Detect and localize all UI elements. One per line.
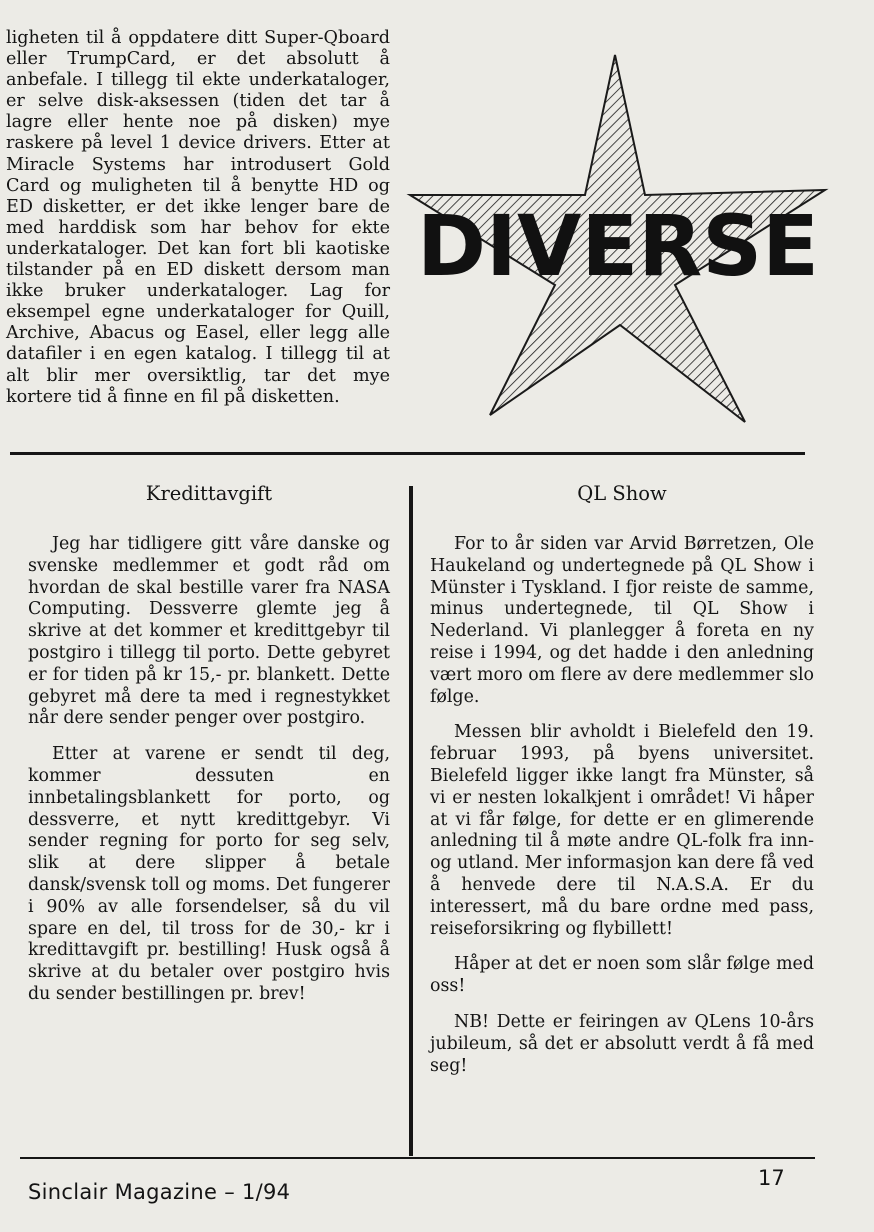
horizontal-rule-top [10, 452, 805, 455]
footer-magazine-title: Sinclair Magazine – 1/94 [28, 1180, 291, 1204]
horizontal-rule-bottom [20, 1157, 815, 1159]
article-kredittavgift [28, 482, 390, 1020]
article-paragraph: Håper at det er noen som slår følge med oss! [430, 954, 814, 997]
article-paragraph: Messen blir avholdt i Bielefeld den 19. februar 1993, på byens universitet. Bielefeld ligger ikke langt fra Münster, så vi er nesten lokalkjent i området! Vi håper at vi får følge, for dette er en glimerende anledning til å møte andre QL-folk fra inn- og utland. Mer informasjon kan dere få ved å henvede dere til N.A.S.A. Er du interessert, må du bare ordne med pass, reiseforsikring og flybillett! [430, 722, 814, 939]
article-heading: Kredittavgift [145, 482, 273, 505]
article-paragraph: For to år siden var Arvid Børretzen, Ole Haukeland og undertegnede på QL Show i Münster i Tyskland. I fjor reiste de samme, minus undertegnede, til QL Show i Nederland. Vi planlegger å foreta en ny reise i 1994, og det hadde i den anledning vært moro om flere av dere medlemmer slo følge. [430, 534, 814, 707]
page-number: 17 [758, 1166, 785, 1190]
diverse-section-logo [400, 50, 840, 430]
article-ql-show [430, 482, 814, 1091]
section-logo-text: DIVERSE [417, 197, 819, 295]
article-heading: QL Show [577, 482, 667, 505]
article-paragraph: Etter at varene er sendt til deg, kommer dessuten en innbetalingsblankett for porto, og dessverre, et nytt kredittgebyr. Vi sender regning for porto for seg selv, slik at dere slipper å betale dansk/svensk toll og moms. Det fungerer i 90% av alle forsendelser, så du vil spare en del, til tross for de 30,- kr i kredittavgift pr. bestilling! Husk også å skrive at du betaler over postgiro hvis du sender bestillingen pr. brev! [28, 744, 390, 1004]
article-paragraph: NB! Dette er feiringen av QLens 10-års jubileum, så det er absolutt verdt å få med seg! [430, 1011, 814, 1076]
intro-paragraph: ligheten til å oppdatere ditt Super-Qboard eller TrumpCard, er det absolutt å anbefale. I tillegg til ekte underkataloger, er selve disk-aksessen (tiden det tar å lagre eller hente noe på disken) mye raskere på level 1 device drivers. Etter at Miracle Systems har introdusert Gold Card og muligheten til å benytte HD og ED disketter, er det ikke lenger bare de med harddisk som har behov for ekte underkataloger. Det kan fort bli kaotiske tilstander på en ED diskett dersom man ikke bruker underkataloger. Lag for eksempel egne underkataloger for Quill, Archive, Abacus og Easel, eller legg alle datafiler i en egen katalog. I tillegg til at alt blir mer oversiktlig, tar det mye kortere tid å finne en fil på disketten. [6, 28, 390, 407]
article-paragraph: Jeg har tidligere gitt våre danske og svenske medlemmer et godt råd om hvordan de skal bestille varer fra NASA Computing. Dessverre glemte jeg å skrive at det kommer et kredittgebyr til postgiro i tillegg til porto. Dette gebyret er for tiden på kr 15,- pr. blankett. Dette gebyret må dere ta med i regnestykket når dere sender penger over postgiro. [28, 534, 390, 729]
column-divider [409, 486, 413, 1156]
